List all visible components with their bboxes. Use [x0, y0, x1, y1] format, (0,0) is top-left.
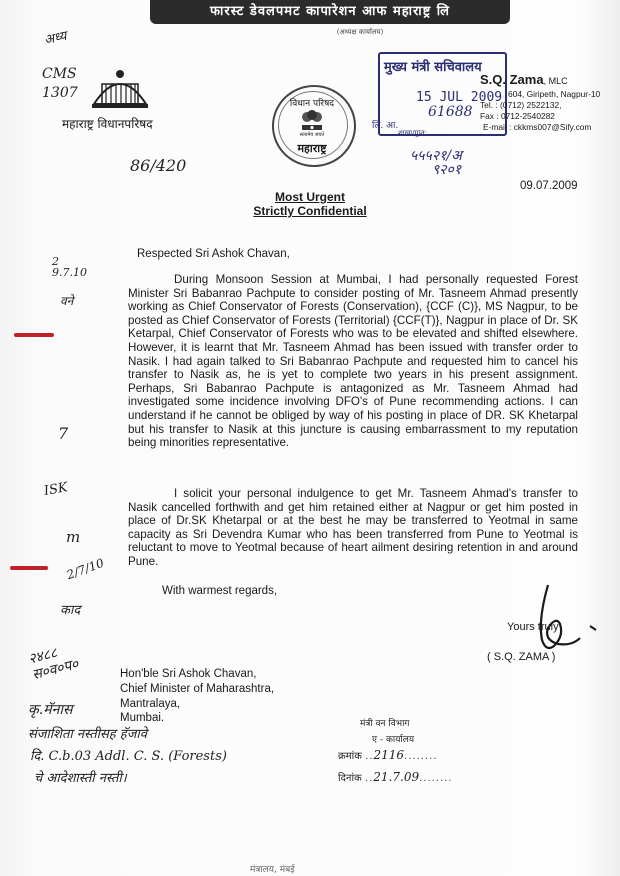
- signature: [520, 580, 610, 660]
- binding-tag: [14, 333, 54, 337]
- closing: With warmest regards,: [162, 585, 278, 597]
- letterhead-subtext: (अध्यक्ष कार्यालय): [336, 28, 384, 36]
- ashoka-emblem-icon: [298, 107, 326, 133]
- receipt-stamp-line2: ए - कार्यालय: [372, 735, 415, 745]
- handwritten-bottom-note-1: संजाशिता नस्तीसह हॅजावे: [28, 727, 147, 742]
- signatory-name: ( S.Q. ZAMA ): [487, 651, 556, 663]
- handwritten-code: अध्य: [42, 28, 69, 49]
- body-paragraph-2: I solicit your personal indulgence to get Mr. Tasneem Ahmad's transfer to Nasik cancelled forthwith and get him retained either at Nagpur or get him posted in place of Dr.SK Khetarpal or at the best he may be transferred to Yeotmal in same capacity as Sri Devendra Kumar who has been transferred from Pune to Yeotmal is reluctant to move to Yeotmal because of heart ailment desiring retention in and around Pune.: [128, 487, 578, 568]
- handwritten-note-9: कृ.मॅनास: [28, 702, 73, 718]
- letter-date: 09.07.2009: [520, 180, 578, 192]
- secretariat-stamp-title: मुख्य मंत्री सचिवालय: [384, 60, 482, 75]
- handwritten-note-2: वने: [60, 294, 74, 308]
- body-paragraph-1: During Monsoon Session at Mumbai, I had personally requested Forest Minister Sri Babanrao Pachpute to consider posting of Mr. Tasneem Ahmad presently working as Chief Conservator of Forests (Conservation), {CCF (C)}, MS Nagpur, to be posted as Chief Conservator of Forests (Territorial) {CCF(T)}, Nagpur in place of Dr. SK Ketarpal, Chief Conservator of Forests who was to be elevated and shifted elsewhere. However, it is learnt that Mr. Tasneem Ahmad has been issued with transfer order to Nasik. I had again talked to Sri Babanrao Pachpute and requested him to cancel his transfer to Nasik as, he is yet to complete two years in his present assignment. Perhaps, Sri Babanrao Pachpute is antagonized as Mr. Tasneem Ahmad had investigated some incidence involving DFO's of Pune recommending actions. I can understand if he cannot be obliged by way of his posting in place of DR. SK Khetarpal but his transfer to Nasik at this juncture is causing embarrassment to my reputation being minorities representative.: [128, 273, 578, 450]
- title-strictly-confidential: Strictly Confidential: [253, 204, 367, 218]
- sender-tel: Tel. : (0712) 2522132,: [480, 100, 562, 110]
- sender-fax: Fax : 0712-2540282: [480, 111, 555, 121]
- handwritten-note-1: 2 9.7.10: [52, 255, 87, 279]
- receipt-date: दिनांक ..21.7.09........: [338, 770, 453, 784]
- maharashtra-vidhan-parishad-emblem-icon: [88, 64, 152, 110]
- secretariat-stamp-line2: शाखा/गुप्त:: [398, 129, 427, 137]
- yours-truly: Yours truly: [507, 621, 559, 633]
- handwritten-bottom-note-3: चे आदेशास्ती नस्ती।: [34, 771, 127, 786]
- seal-bottom-text: महाराष्ट्र: [297, 142, 327, 155]
- receipt-inward: क्रमांक ..2116........: [338, 748, 438, 762]
- handwritten-note-8: २४८८ स०व०प०: [26, 645, 81, 684]
- secretariat-stamp-date: 15 JUL 2009: [416, 90, 503, 105]
- seal-top-text: विधान परिषद: [289, 99, 335, 109]
- salutation: Respected Sri Ashok Chavan,: [137, 248, 290, 260]
- handwritten-note-5: m: [66, 528, 81, 546]
- letterhead-band: फारस्ट डेवलपमट कापारेशन आफ महाराष्ट्र लि: [150, 0, 510, 24]
- addressee-line-3: Mantralaya,: [120, 698, 181, 710]
- secretariat-stamp-number: 61688: [428, 104, 473, 120]
- secretariat-stamp-line1: लि. आ.: [372, 121, 399, 131]
- handwritten-note-3: 7: [58, 424, 69, 443]
- sender-address: 604, Giripeth, Nagpur-10: [508, 89, 601, 99]
- receipt-stamp-line1: मंत्री वन विभाग: [360, 719, 410, 729]
- handwritten-inward-number-2: ९२०१: [432, 162, 462, 178]
- handwritten-cms-number: 1307: [42, 85, 78, 101]
- addressee-line-2: Chief Minister of Maharashtra,: [120, 683, 275, 695]
- seal-motto: सत्यमेव जयते: [299, 132, 325, 138]
- handwritten-note-4: ISK: [42, 480, 69, 499]
- handwritten-note-7: काद: [60, 603, 81, 618]
- sender-email: E-mail : ckkms007@Sify.com: [483, 122, 592, 132]
- title-most-urgent: Most Urgent: [275, 190, 345, 204]
- binding-tag: [10, 566, 48, 570]
- handwritten-note-6: 2/7/10: [64, 555, 106, 583]
- page-bottom-text: मंत्रालय, मंबई: [250, 865, 295, 875]
- handwritten-bottom-note-2: दि. C.b.03 Addl. C. S. (Forests): [30, 749, 227, 764]
- handwritten-reference: 86/420: [130, 156, 187, 175]
- addressee-line-1: Hon'ble Sri Ashok Chavan,: [120, 668, 257, 680]
- handwritten-inward-number: ५५५२१/अ: [410, 148, 462, 164]
- emblem-caption: महाराष्ट्र विधानपरिषद: [62, 117, 153, 131]
- addressee-line-4: Mumbai.: [120, 712, 165, 724]
- sender-name: S.Q. Zama, MLC: [480, 72, 568, 87]
- handwritten-cms: CMS: [42, 66, 77, 82]
